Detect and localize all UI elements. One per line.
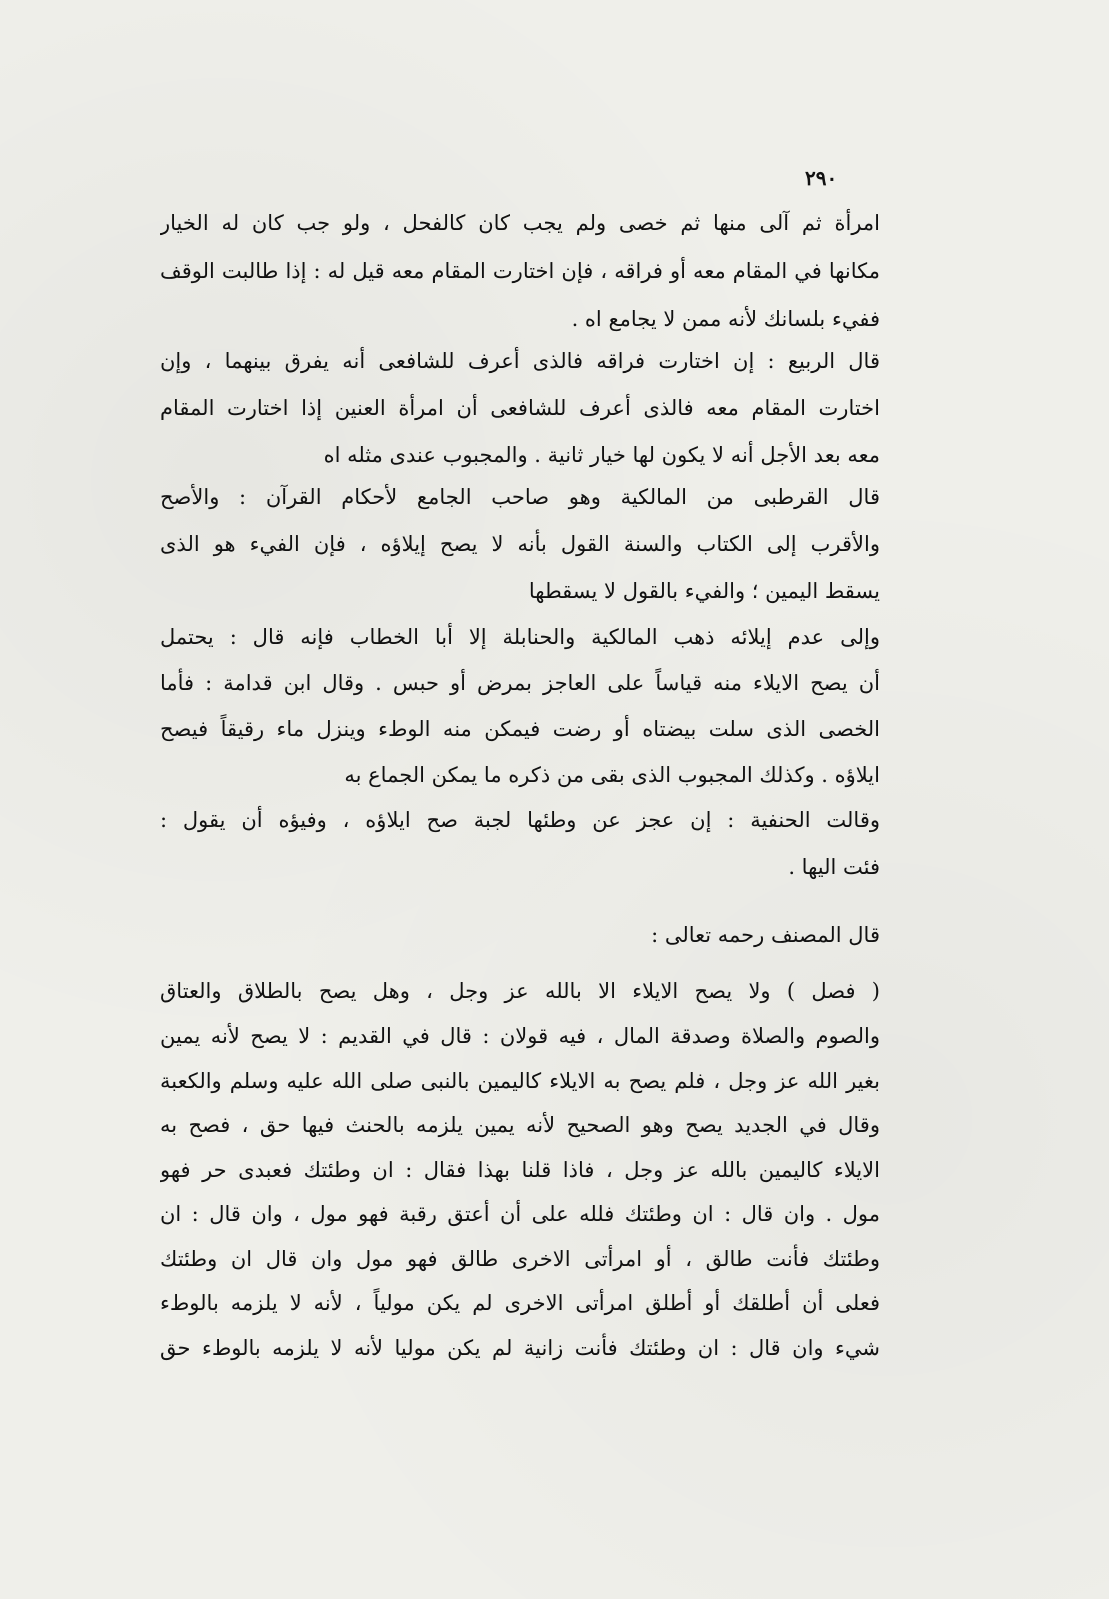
text-line: ففيء بلسانك لأنه ممن لا يجامع اه . [571,307,880,331]
text-line: يسقط اليمين ؛ والفيء بالقول لا يسقطها [528,579,880,603]
text-line: وإلى عدم إيلائه ذهب المالكية والحنابلة إلا أبا الخطاب فإنه قال : يحتمل [160,625,880,649]
text-line: قال الربيع : إن اختارت فراقه فالذى أعرف للشافعى أنه يفرق بينهما ، وإن [160,349,880,373]
text-line: وطئتك فأنت طالق ، أو امرأتى الاخرى طالق فهو مول وان قال ان وطئتك [160,1247,880,1271]
text-line: ( فصل ) ولا يصح الايلاء الا بالله عز وجل ، وهل يصح بالطلاق والعتاق [160,979,880,1003]
text-line: والأقرب إلى الكتاب والسنة القول بأنه لا يصح إيلاؤه ، فإن الفيء هو الذى [160,532,880,556]
text-line: مول . وان قال : ان وطئتك فلله على أن أعتق رقبة فهو مول ، وان قال : ان [160,1202,880,1226]
text-line: بغير الله عز وجل ، فلم يصح به الايلاء كاليمين بالنبى صلى الله عليه وسلم والكعبة [160,1069,880,1093]
text-line: والصوم والصلاة وصدقة المال ، فيه قولان : قال في القديم : لا يصح لأنه يمين [160,1024,880,1048]
text-line: شيء وان قال : ان وطئتك فأنت زانية لم يكن موليا لأنه لا يلزمه بالوطء حق [160,1336,880,1360]
section-heading: قال المصنف رحمه تعالى : [651,923,880,947]
text-line: معه بعد الأجل أنه لا يكون لها خيار ثانية . والمجبوب عندى مثله اه [323,443,880,467]
text-line: الايلاء كاليمين بالله عز وجل ، فاذا قلنا بهذا فقال : ان وطئتك فعبدى حر فهو [160,1158,880,1182]
text-line: ايلاؤه . وكذلك المجبوب الذى بقى من ذكره ما يمكن الجماع به [344,763,880,787]
text-line: أن يصح الايلاء منه قياساً على العاجز بمرض أو حبس . وقال ابن قدامة : فأما [160,671,880,695]
text-line: اختارت المقام معه فالذى أعرف للشافعى أن امرأة العنين إذا اختارت المقام [160,396,880,420]
text-line: مكانها في المقام معه أو فراقه ، فإن اختارت المقام معه قيل له : إذا طالبت الوقف [160,259,880,283]
text-line: فئت اليها . [788,855,880,879]
text-line: فعلى أن أطلقك أو أطلق امرأتى الاخرى لم يكن مولياً ، لأنه لا يلزمه بالوطء [160,1291,880,1315]
text-line: قال القرطبى من المالكية وهو صاحب الجامع لأحكام القرآن : والأصح [160,485,880,509]
text-line: الخصى الذى سلت بيضتاه أو رضت فيمكن منه الوطء وينزل ماء رقيقاً فيصح [160,717,880,741]
text-line: وقالت الحنفية : إن عجز عن وطئها لجبة صح ايلاؤه ، وفيؤه أن يقول : [160,808,880,832]
page-number: ٢٩٠ [805,166,838,190]
text-line: وقال في الجديد يصح وهو الصحيح لأنه يمين يلزمه بالحنث فيها حق ، فصح به [160,1113,880,1137]
text-line: امرأة ثم آلى منها ثم خصى ولم يجب كان كالفحل ، ولو جب كان له الخيار [160,211,880,235]
